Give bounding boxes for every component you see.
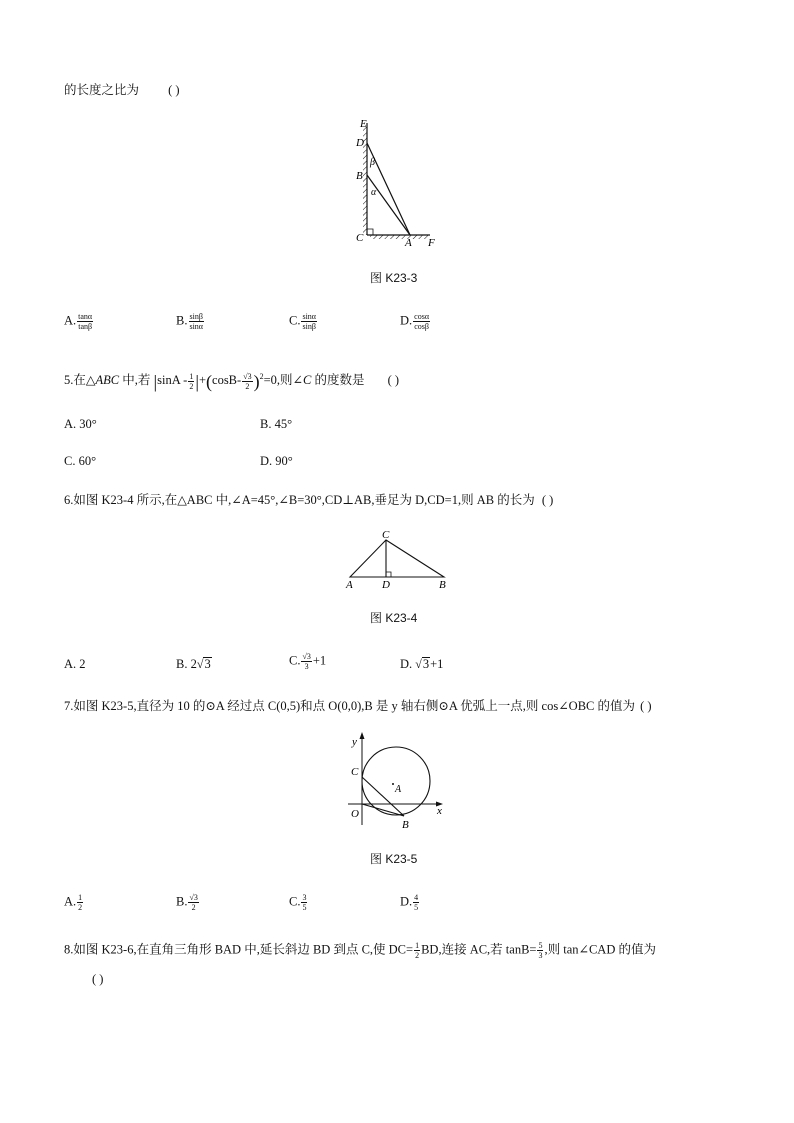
figure-k23-4 <box>340 527 455 592</box>
label-alpha: α <box>371 187 377 198</box>
question-8-answer-parentheses: ( ) <box>92 972 104 986</box>
right-angle-mark <box>386 572 391 577</box>
question-8: 8.如图 K23-6,在直角三角形 BAD 中,延长斜边 BD 到点 C,使 DC= $\frac{1}{2}$ BD,连接 AC,若 tanB= $\frac{5}{3}$ ,则 tan∠CAD 的值为 <box>64 941 656 960</box>
label-beta: β <box>370 157 375 168</box>
label-b: B <box>356 170 363 182</box>
circle-a <box>362 747 430 815</box>
label-b: B <box>402 819 409 830</box>
question-5: 5.在△ABC 中,若 |sinA - $\frac{1}{2}$ |+(cosB- $\frac{√3}{2}$ )$^2$=0,则∠C 的度数是 ( ) <box>64 371 400 392</box>
q4-option-c[interactable]: C. $\frac{\sin\alpha}{\sin\beta}$ <box>289 312 316 331</box>
q5-option-b[interactable]: B. 45° <box>260 417 293 431</box>
y-axis-arrow <box>360 732 365 739</box>
label-e: E <box>360 118 367 130</box>
label-a: A <box>405 237 412 249</box>
q4-option-a[interactable]: A. $\frac{\tan\alpha}{\tan\beta}$ <box>64 312 93 331</box>
question-6: 6.如图 K23-4 所示,在△ABC 中,∠A=45°,∠B=30°,CD⊥AB,垂足为 D,CD=1,则 AB 的长为 ( ) <box>64 493 554 507</box>
ladder-ab <box>367 175 410 235</box>
caption-k23-3: 图 K23-3 <box>370 271 418 285</box>
question-4-tail: 的长度之比为 ( ) <box>64 83 180 97</box>
q6-option-c[interactable]: C. $\frac{√3}{3}$ +1 <box>289 652 327 671</box>
question-7: 7.如图 K23-5,直径为 10 的⊙A 经过点 C(0,5)和点 O(0,0),B 是 y 轴右侧⊙A 优弧上一点,则 cos∠OBC 的值为 ( ) <box>64 699 652 713</box>
figure-k23-3 <box>350 115 450 250</box>
q6-option-a[interactable]: A. 2 <box>64 657 86 671</box>
ground-hatch <box>370 235 428 239</box>
label-y: y <box>352 736 357 748</box>
center-point-a <box>392 783 394 785</box>
triangle-abc <box>350 540 444 577</box>
label-a: A <box>346 579 353 591</box>
label-x: x <box>437 805 442 817</box>
label-d: D <box>356 137 364 149</box>
right-angle-mark <box>367 229 373 235</box>
caption-k23-4: 图 K23-4 <box>370 611 418 625</box>
q6-option-d[interactable]: D. √3+1 <box>400 657 444 671</box>
label-b: B <box>439 579 446 591</box>
q5-option-d[interactable]: D. 90° <box>260 454 293 468</box>
q7-option-b[interactable]: B. $\frac{√3}{2}$ <box>176 893 198 912</box>
label-c: C <box>351 766 359 778</box>
q4-option-d[interactable]: D. $\frac{\cos\alpha}{\cos\beta}$ <box>400 312 430 331</box>
q4-option-b[interactable]: B. $\frac{\sin\beta}{\sin\alpha}$ <box>176 312 203 331</box>
label-c: C <box>382 529 390 541</box>
label-c: C <box>356 232 364 244</box>
q7-option-a[interactable]: A. $\frac{1}{2}$ <box>64 893 83 912</box>
label-f: F <box>428 237 435 249</box>
q7-option-d[interactable]: D. $\frac{4}{5}$ <box>400 893 419 912</box>
label-o: O <box>351 808 359 820</box>
caption-k23-5: 图 K23-5 <box>370 852 418 866</box>
figure-k23-5 <box>340 730 450 830</box>
q5-option-a[interactable]: A. 30° <box>64 417 97 431</box>
q5-option-c[interactable]: C. 60° <box>64 454 97 468</box>
q6-option-b[interactable]: B. 2√3 <box>176 657 211 671</box>
q7-option-c[interactable]: C. $\frac{3}{5}$ <box>289 893 307 912</box>
label-d: D <box>382 579 390 591</box>
label-a: A <box>395 784 402 795</box>
answer-parentheses: ( ) <box>168 83 180 97</box>
